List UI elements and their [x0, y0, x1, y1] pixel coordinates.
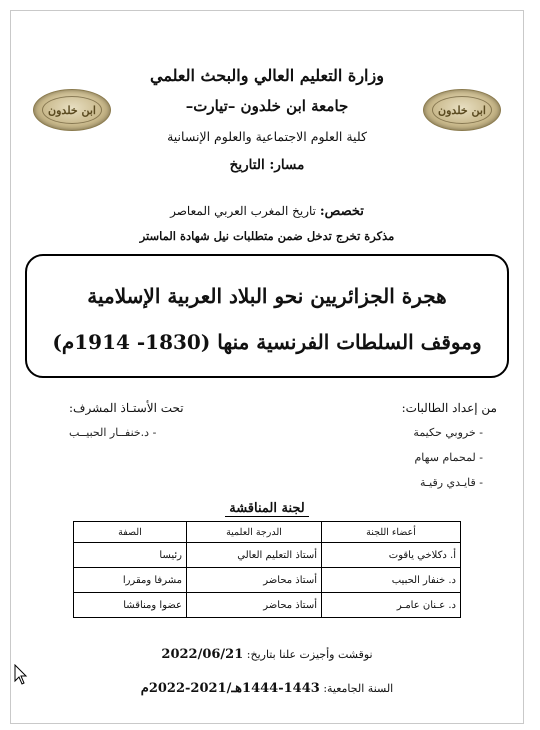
member-role: رئيسا	[74, 543, 187, 568]
students-list	[413, 426, 483, 501]
year-label: السنة الجامعية:	[323, 682, 394, 695]
academic-year-line	[11, 681, 523, 696]
ministry-name: وزارة التعليم العالي والبحث العلمي	[150, 66, 384, 85]
committee-title: لجنة المناقشة	[11, 501, 523, 516]
university-name: جامعة ابن خلدون –تيارت–	[185, 97, 349, 115]
logo-text-right: ابن خلدون	[432, 96, 492, 124]
student-name: - خروبي حكيمة	[413, 426, 483, 439]
header-rank: الدرجة العلمية	[187, 522, 322, 543]
defense-date-line	[11, 647, 523, 662]
students-label: من إعداد الطالبات:	[401, 401, 497, 415]
header-members: أعضاء اللجنة	[322, 522, 461, 543]
defense-label: نوقشت وأجيزت علنا بتاريخ:	[246, 648, 373, 661]
member-name: د. خنفار الحبيب	[322, 568, 461, 593]
member-role: عضوا ومناقشا	[74, 593, 187, 618]
student-name: - لمحمام سهام	[414, 451, 483, 464]
member-rank: أستاذ التعليم العالي	[187, 543, 322, 568]
defense-date: 2022/06/21	[161, 647, 244, 662]
committee-table	[73, 521, 461, 618]
member-name: د. عـنان عامـر	[322, 593, 461, 618]
member-role: مشرفا ومقررا	[74, 568, 187, 593]
supervisor-label: تحت الأستـاذ المشرف:	[69, 401, 184, 415]
year-value: 1443-1444هـ/2021-2022م	[140, 681, 320, 696]
spec-value: تاريخ المغرب العربي المعاصر	[170, 204, 317, 218]
track-label: مسار:	[269, 157, 305, 173]
table-header-row	[74, 522, 461, 543]
thesis-title-line2: وموقف السلطات الفرنسية منها (1830- 1914م)	[52, 330, 482, 354]
thesis-title-box	[25, 254, 509, 378]
faculty-name: كلية العلوم الاجتماعية والعلوم الإنسانية	[167, 129, 367, 144]
table-row	[74, 543, 461, 568]
member-name: أ. دكلاخي ياقوت	[322, 543, 461, 568]
track-value: التاريخ	[229, 157, 265, 173]
mouse-cursor-icon	[14, 664, 28, 686]
supervisor-name: - د.خنفــار الحبيــب	[69, 426, 157, 439]
member-rank: أستاذ محاضر	[187, 593, 322, 618]
header-role: الصفة	[74, 522, 187, 543]
document-page	[10, 10, 524, 724]
spec-label: تخصص:	[319, 204, 364, 219]
logo-text-left: ابن خلدون	[42, 96, 102, 124]
specialization-line	[11, 204, 523, 219]
table-row	[74, 593, 461, 618]
track-line	[11, 157, 523, 173]
member-rank: أستاذ محاضر	[187, 568, 322, 593]
student-name: - قايـدي رقيـة	[420, 476, 483, 489]
memo-line: مذكرة تخرج تدخل ضمن متطلبات نيل شهادة الماستر	[139, 229, 395, 243]
table-row	[74, 568, 461, 593]
thesis-title-line1: هجرة الجزائريين نحو البلاد العربية الإسلامية	[87, 284, 447, 308]
